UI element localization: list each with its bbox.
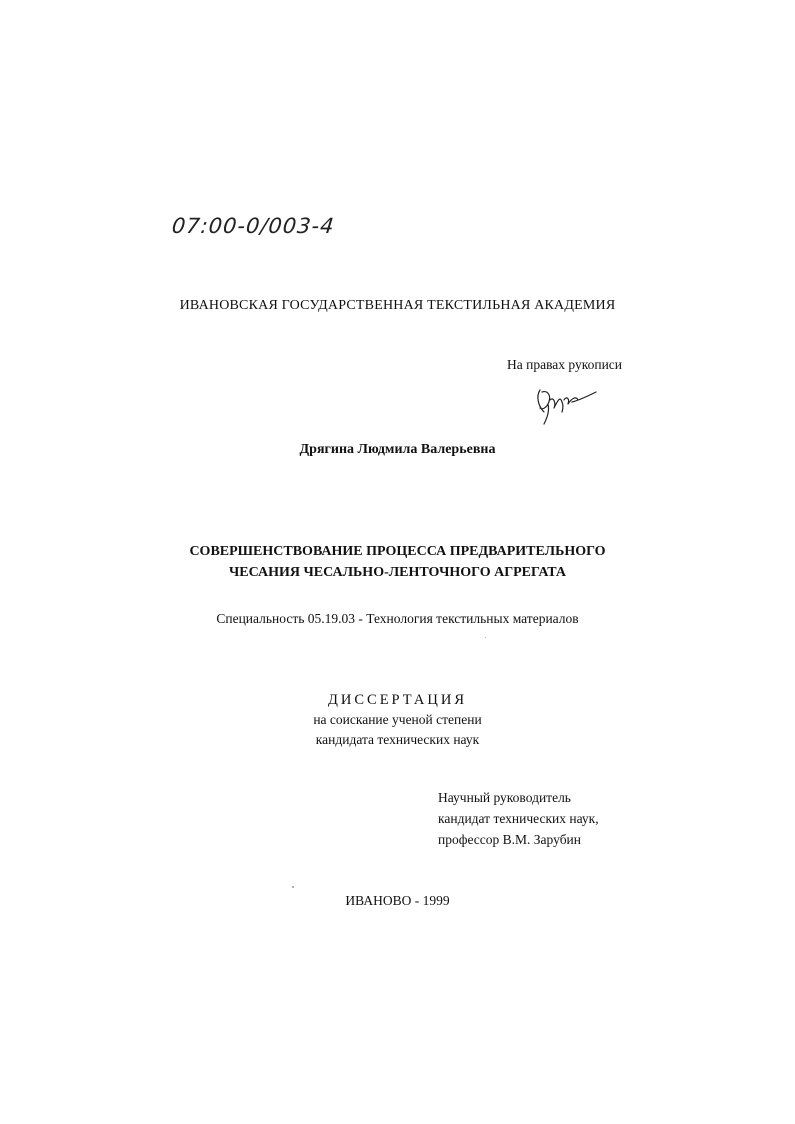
degree-line-1: на соискание ученой степени	[313, 712, 482, 727]
institution-name: ИВАНОВСКАЯ ГОСУДАРСТВЕННАЯ ТЕКСТИЛЬНАЯ АКАДЕМИЯ	[179, 298, 616, 313]
city-year: ИВАНОВО - 1999	[345, 893, 450, 908]
supervisor-block	[438, 787, 599, 850]
author-signature	[532, 382, 598, 426]
supervisor-degree: кандидат технических наук,	[438, 811, 599, 826]
dissertation-heading: ДИССЕРТАЦИЯ	[327, 692, 468, 708]
title-line-2: ЧЕСАНИЯ ЧЕСАЛЬНО-ЛЕНТОЧНОГО АГРЕГАТА	[228, 565, 567, 580]
supervisor-role: Научный руководитель	[438, 790, 571, 805]
dissertation-degree-block	[0, 690, 795, 750]
specialty-line: Специальность 05.19.03 - Технология текстильных материалов	[216, 611, 579, 626]
degree-line-2: кандидата технических наук	[315, 732, 480, 747]
rights-note: На правах рукописи	[507, 357, 623, 372]
dissertation-title	[0, 541, 795, 583]
supervisor-name: профессор В.М. Зарубин	[438, 832, 582, 847]
scan-speck	[292, 886, 294, 888]
author-name: Дрягина Людмила Валерьевна	[299, 442, 496, 457]
title-line-1: СОВЕРШЕНСТВОВАНИЕ ПРОЦЕССА ПРЕДВАРИТЕЛЬНОГО	[189, 544, 606, 559]
scan-speck	[485, 637, 486, 638]
archive-number-handwritten: 07:00-0/003-4	[170, 214, 336, 238]
